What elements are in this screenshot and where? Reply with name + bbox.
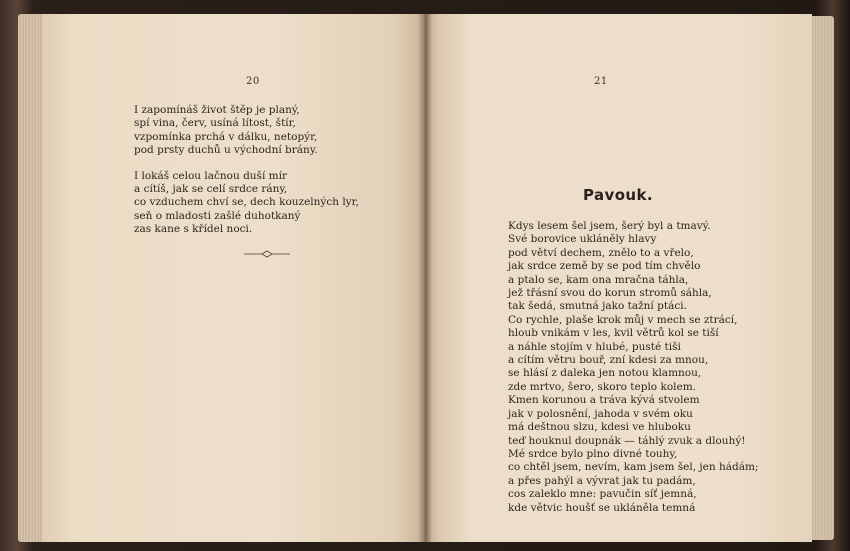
poem-line: Kdys lesem šel jsem, šerý byl a tmavý. [508,220,711,232]
left-page-number: 20 [246,76,260,87]
poem-line: a přes pahýl a vývrat jak tu padám, [508,474,696,487]
poem-line: a cítíš, jak se celí srdce rány, [134,183,288,196]
poem-line: Kmen korunou a tráva kývá stvolem [508,394,700,407]
poem-line: Své borovice ukláněly hlavy [508,233,657,246]
poem-line: vzpomínka prchá v dálku, netopýr, [134,130,318,143]
poem-line: zas kane s křídel noci. [134,223,253,236]
poem-line: I zapomínáš život štěp je planý, [134,104,300,116]
book-gutter [418,14,432,542]
poem-line: kde větvic houšť se ukláněla temná [508,501,696,514]
poem-line: Co rychle, plaše krok můj v mech se ztrácí, [508,313,738,326]
right-page-number: 21 [594,76,608,87]
poem-line: tak šedá, smutná jako tažní ptáci. [508,300,687,313]
right-page-edges [812,16,834,540]
poem-line: zde mrtvo, šero, skoro teplo kolem. [508,380,697,393]
poem-line: co chtěl jsem, nevím, kam jsem šel, jen hádám; [508,461,759,474]
poem-line: hloub vnikám v les, kvil větrů kol se tiší [508,327,719,340]
open-book [18,10,834,546]
poem-line: pod prsty duchů u východní brány. [134,144,318,157]
poem-title: Pavouk. [583,186,653,204]
poem-line: Mé srdce bylo plno divné touhy, [508,447,678,460]
left-page [42,14,424,542]
poem-line: I lokáš celou lačnou duší mír [134,169,287,182]
right-poem-text [508,220,758,515]
poem-line: spí vina, červ, usíná lítost, štír, [134,117,296,130]
left-poem-text [134,104,359,249]
poem-line: cos zaleklo mne: pavučin síť jemná, [508,488,697,501]
poem-line: jak srdce země by se pod tím chvělo [508,260,701,273]
poem-line: má deštnou slzu, kdesi ve hluboku [508,421,691,434]
stanza [134,104,359,158]
ornament-divider-icon [244,250,290,258]
poem-line: jak v polosnění, jahoda v svém oku [508,407,693,420]
poem-line: a náhle stojím v hlubé, pusté tiši [508,340,681,353]
poem-line: pod větví dechem, znělo to a vřelo, [508,246,694,259]
poem-line: co vzduchem chví se, dech kouzelných lyr, [134,196,359,209]
right-page [424,14,812,542]
poem-line: se hlásí z daleka jen notou klamnou, [508,367,702,380]
poem-line: teď houknul doupnák — táhlý zvuk a dlouhý! [508,434,746,447]
poem-line: jež třásní svou do korun stromů sáhla, [508,287,712,300]
poem-line: a cítím větru bouř, zní kdesi za mnou, [508,354,709,367]
poem-line: seň o mladosti zašlé duhotkaný [134,209,301,222]
poem-line: a ptalo se, kam ona mračna táhla, [508,273,689,286]
stanza [134,170,359,237]
